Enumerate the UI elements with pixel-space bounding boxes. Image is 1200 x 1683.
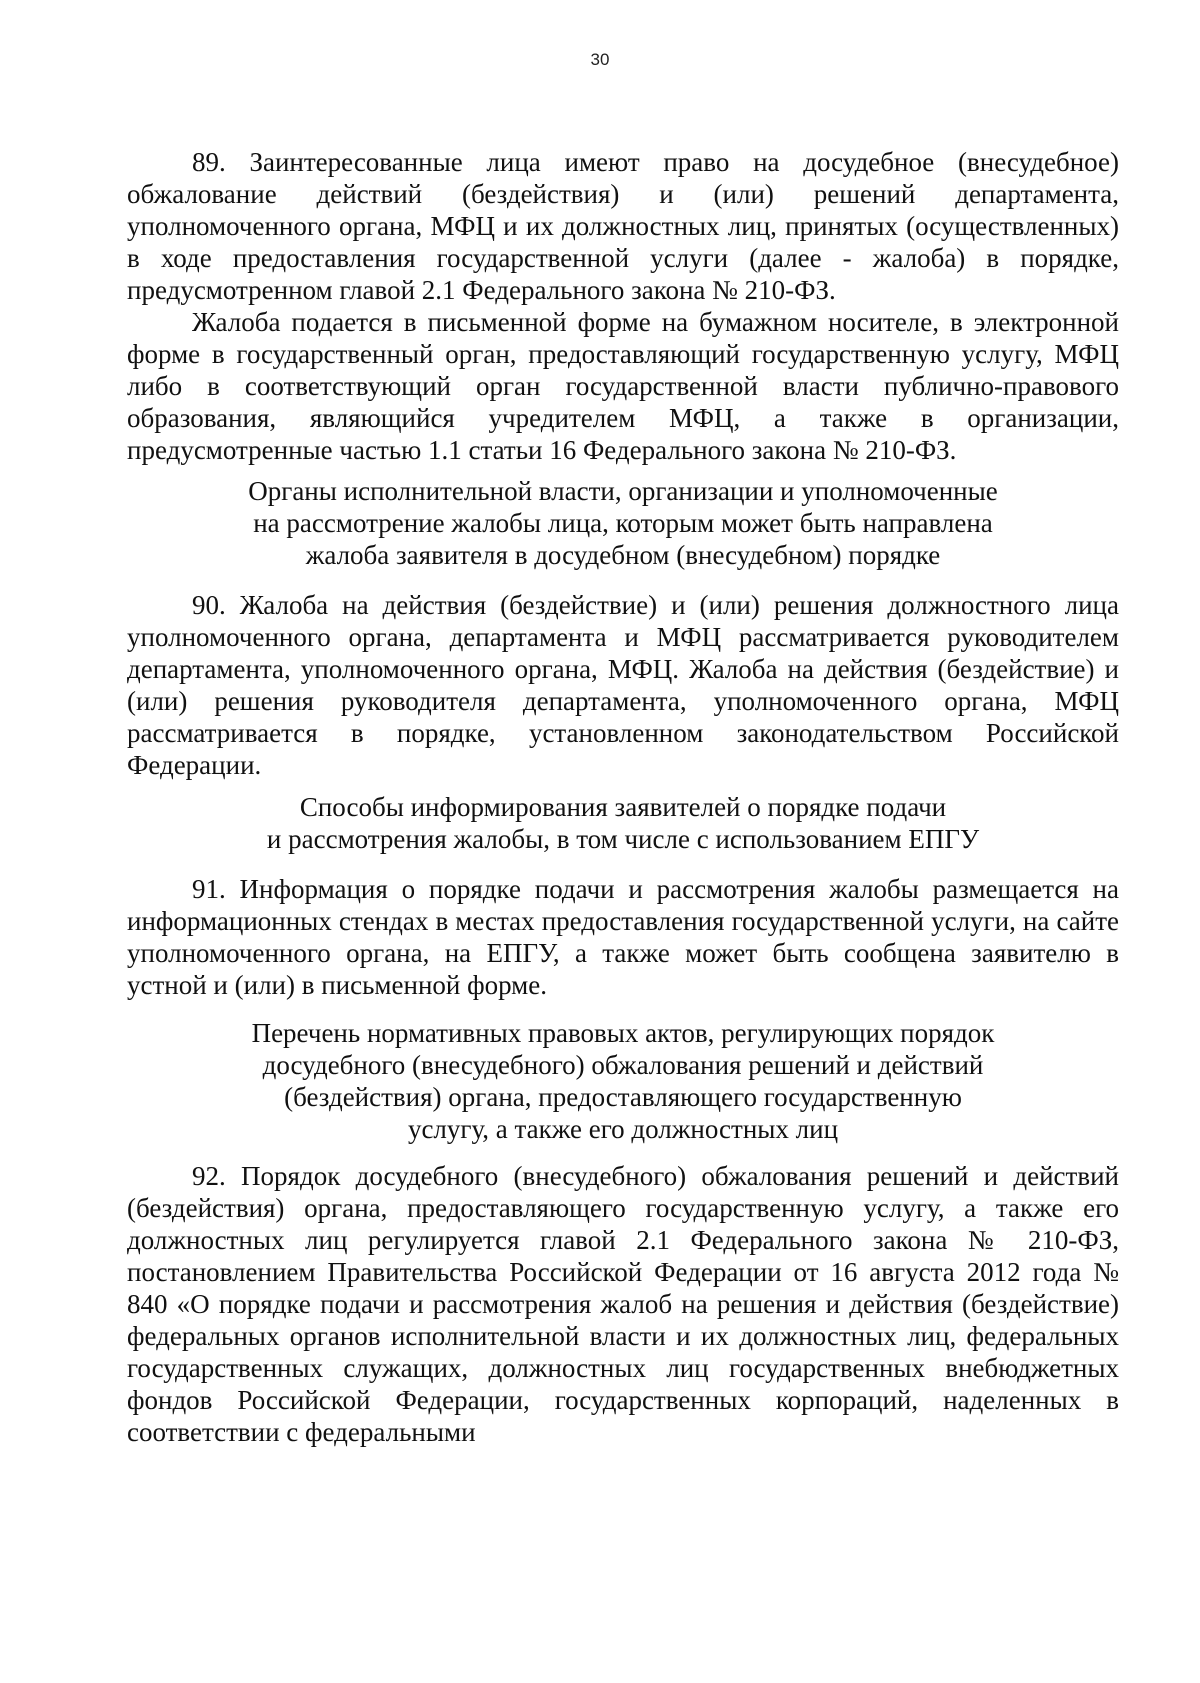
heading-line: жалоба заявителя в досудебном (внесудебном) порядке — [305, 540, 941, 570]
heading-line: Способы информирования заявителей о порядке подачи — [299, 792, 947, 822]
heading-line: (бездействия) органа, предоставляющего государственную — [284, 1082, 962, 1112]
paragraph-90: 90. Жалоба на действия (бездействие) и (или) решения должностного лица уполномоченного органа, департамента и МФЦ рассматривается руководителем департамента, уполномоченного органа, МФЦ. Жалоба на действия (бездействие) и (или) решения руководителя департамента, уполномоченного органа, МФЦ рассматривается в порядке, установленном законодательством Российской Федерации. — [127, 590, 1119, 780]
heading-line: досудебного (внесудебного) обжалования решений и действий — [262, 1050, 984, 1080]
paragraph-91: 91. Информация о порядке подачи и рассмотрения жалобы размещается на информационных стендах в местах предоставления государственной услуги, на сайте уполномоченного органа, на ЕПГУ, а также может быть сообщена заявителю в устной и (или) в письменной форме. — [127, 874, 1119, 1000]
page-number: 30 — [590, 50, 610, 69]
paragraph-92: 92. Порядок досудебного (внесудебного) обжалования решений и действий (бездействия) органа, предоставляющего государственную услугу, а также его должностных лиц регулируется главой 2.1 Федерального закона № 210-ФЗ, постановлением Правительства Российской Федерации от 16 августа 2012 года № 840 «О порядке подачи и рассмотрения жалоб на решения и действия (бездействие) федеральных органов исполнительной власти и их должностных лиц, федеральных государственных служащих, должностных лиц государственных внебюджетных фондов Российской Федерации, государственных корпораций, наделенных в соответствии с федеральными — [127, 1161, 1119, 1447]
heading-line: на рассмотрение жалобы лица, которым может быть направлена — [253, 508, 993, 538]
section-heading-regulatory-acts — [127, 1017, 1119, 1145]
section-heading-informing-methods — [127, 791, 1119, 855]
heading-line: услугу, а также его должностных лиц — [407, 1114, 839, 1144]
paragraph-89: 89. Заинтересованные лица имеют право на досудебное (внесудебное) обжалование действий (бездействия) и (или) решений департамента, уполномоченного органа, МФЦ и их должностных лиц, принятых (осуществленных) в ходе предоставления государственной услуги (далее - жалоба) в порядке, предусмотренном главой 2.1 Федерального закона № 210-ФЗ. — [127, 147, 1119, 305]
heading-line: и рассмотрения жалобы, в том числе с использованием ЕПГУ — [266, 824, 980, 854]
heading-line: Органы исполнительной власти, организации и уполномоченные — [248, 476, 998, 506]
section-heading-complaint-bodies — [127, 475, 1119, 571]
paragraph-89-continued: Жалоба подается в письменной форме на бумажном носителе, в электронной форме в государственный орган, предоставляющий государственную услугу, МФЦ либо в соответствующий орган государственной власти публично-правового образования, являющийся учредителем МФЦ, а также в организации, предусмотренные частью 1.1 статьи 16 Федерального закона № 210-ФЗ. — [127, 307, 1119, 465]
heading-line: Перечень нормативных правовых актов, регулирующих порядок — [251, 1018, 995, 1048]
